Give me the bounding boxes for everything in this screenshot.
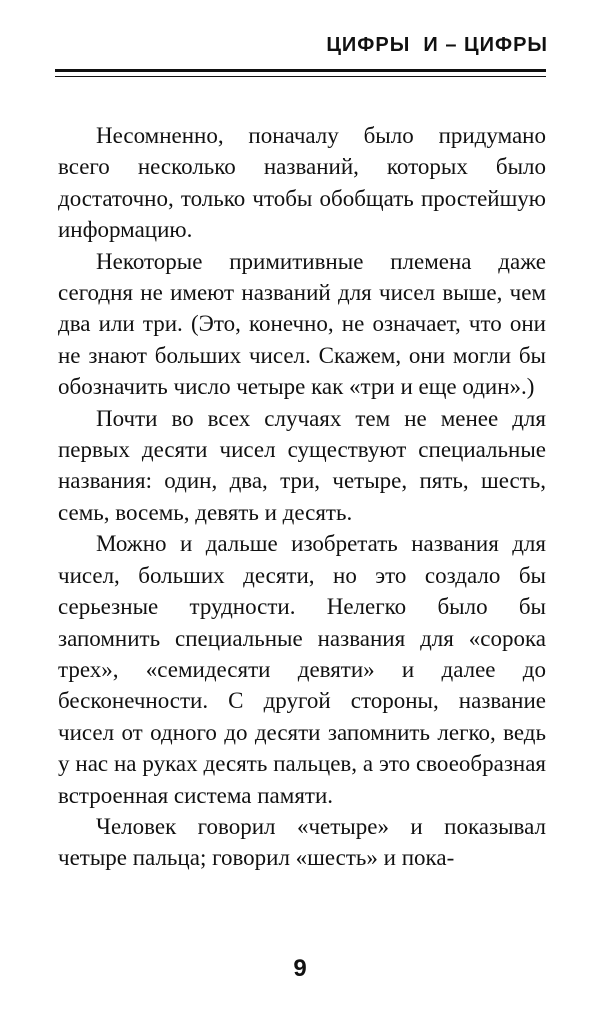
page-number: 9 <box>293 955 307 982</box>
paragraph: Человек говорил «четыре» и показывал четыре пальца; говорил «шесть» и пока- <box>58 813 546 871</box>
paragraph: Некоторые примитивные племена даже сегодня не имеют названий для чисел выше, чем два или три. (Это, конечно, не означает, что они не знают больших чисел. Скажем, они могли бы обозначить число четыре как «три и еще один».) <box>58 248 546 400</box>
paragraph: Несомненно, поначалу было придумано всего несколько названий, которых было достаточно, только чтобы обобщать простейшую информацию. <box>58 123 546 243</box>
paragraph: Почти во всех случаях тем не менее для первых десяти чисел существуют специальные названия: один, два, три, четыре, пять, шесть, семь, восемь, девять и десять. <box>58 405 546 525</box>
header-rule-thin <box>55 76 546 77</box>
paragraph: Можно и дальше изобретать названия для чисел, больших десяти, но это создало бы серьезные трудности. Нелегко было бы запомнить специальные названия для «сорока трех», «семидесяти девяти» и далее до бесконечности. С другой стороны, название чисел от одного до десяти запомнить легко, ведь у нас на руках десять пальцев, а это своеобразная встроенная система памяти. <box>58 531 546 808</box>
body-text <box>58 120 546 874</box>
running-head-title: ЦИФРЫ И – ЦИФРЫ <box>326 34 548 56</box>
header-rule-thick <box>55 69 546 72</box>
